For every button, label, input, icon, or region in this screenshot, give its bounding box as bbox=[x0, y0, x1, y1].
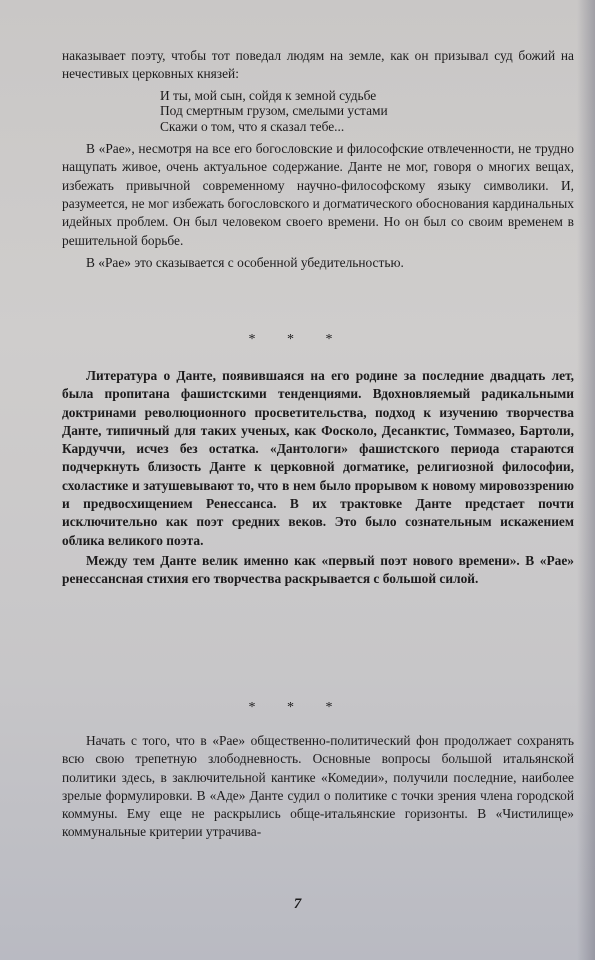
paragraph: В «Рае», несмотря на все его богословские и философские отвлеченности, не трудно нащупать живое, очень актуальное содержание. Данте не мог, говоря о многих вещах, избежать привычной современному научно-философскому языку символики. И, разумеется, не мог избежать богословского и догматического обоснования кардинальных идейных проблем. Он был человеком своего времени. Но он был со своим временем в решительной борьбе. bbox=[62, 141, 574, 248]
verse-quote bbox=[62, 88, 574, 135]
section-divider: * * * bbox=[248, 332, 347, 347]
section-1 bbox=[62, 47, 574, 272]
section-divider: * * * bbox=[248, 700, 347, 715]
paragraph: Начать с того, что в «Рае» общественно-политический фон продолжает сохранять всю свою трепетную злободневность. Основные вопросы большой итальянской политики здесь, в заключительной кантике «Комедии», получили последние, наиболее зрелые формулировки. В «Аде» Данте судил о политике с точки зрения члена городской коммуны. Ему еще не раскрылись обще-итальянские горизонты. В «Чистилище» коммунальные критерии утрачива- bbox=[62, 733, 574, 840]
verse-line: И ты, мой сын, сойдя к земной судьбе bbox=[160, 87, 377, 103]
page-number: 7 bbox=[293, 896, 302, 912]
paragraph: Литература о Данте, появившаяся на его родине за последние двадцать лет, была пропитана фашистскими тенденциями. Вдохновляемый радикальными доктринами революционного просветительства, подход к изучению творчества Данте, типичный для таких ученых, как Фосколо, Десанктис, Томмазео, Бартоли, Кардуччи, исчез без остатка. «Дантологи» фашистского периода стараются подчеркнуть близость Данте к церковной догматике, религиозной философии, схоластике и затушевывают то, что в нем было прорывом к новому мировоззрению и предвосхищением Ренессанса. В их трактовке Данте предстает почти исключительно как поэт средних веков. Это было сознательным искажением облика великого поэта. bbox=[62, 368, 574, 548]
paragraph: В «Рае» это сказывается с особенной убедительностью. bbox=[86, 254, 404, 270]
paragraph: Между тем Данте велик именно как «первый поэт нового времени». В «Рае» ренессансная стихия его творчества раскрывается с большой силой. bbox=[62, 552, 574, 587]
verse-line: Под смертным грузом, смелыми устами bbox=[160, 103, 388, 119]
section-3 bbox=[62, 732, 574, 842]
verse-line: Скажи о том, что я сказал тебе... bbox=[160, 118, 345, 134]
section-2 bbox=[62, 367, 574, 589]
page-edge-shadow bbox=[577, 0, 595, 960]
intro-paragraph: наказывает поэту, чтобы тот поведал людям на земле, как он призывал суд божий на нечестивых церковных князей: bbox=[62, 48, 574, 82]
